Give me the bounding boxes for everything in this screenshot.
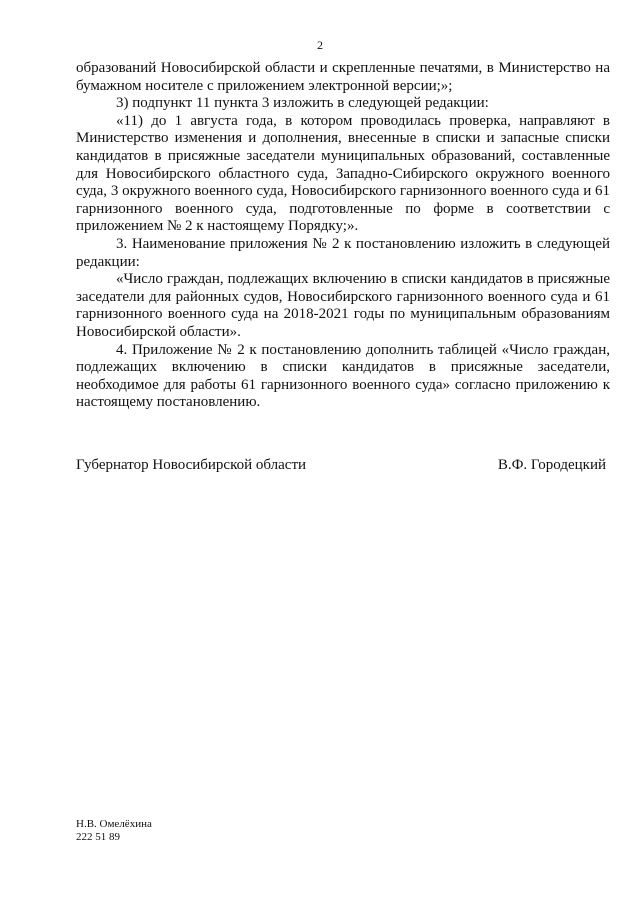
signatory-name: В.Ф. Городецкий xyxy=(497,457,606,473)
signature-block xyxy=(76,457,606,474)
executor-contact xyxy=(76,818,152,844)
page-number: 2 xyxy=(317,38,323,52)
document-body xyxy=(76,60,610,412)
executor-name: Н.В. Омелёхина xyxy=(76,818,152,830)
paragraph-continuation: образований Новосибирской области и скрепленные печатями, в Министерство на бумажном носителе с приложением электронной версии;»; xyxy=(76,60,610,94)
signatory-position: Губернатор Новосибирской области xyxy=(76,457,307,473)
paragraph-quoted-title: «Число граждан, подлежащих включению в списки кандидатов в присяжные заседатели для районных судов, Новосибирского гарнизонного военного суда и 61 гарнизонного военного суда на 2018-2021 годы по муниципальным образованиям Новосибирской области». xyxy=(76,271,610,340)
paragraph-item-3: 3. Наименование приложения № 2 к постановлению изложить в следующей редакции: xyxy=(76,235,610,270)
paragraph-item-4: 4. Приложение № 2 к постановлению дополнить таблицей «Число граждан, подлежащих включению в списки кандидатов в присяжные заседатели, необходимое для работы 61 гарнизонного военного суда» согласно приложению к настоящему постановлению. xyxy=(76,341,610,411)
paragraph-quoted-item-11: «11) до 1 августа года, в котором проводилась проверка, направляют в Министерство изменения и дополнения, внесенные в списки и запасные списки кандидатов в присяжные заседатели муниципальных образований, составленные для Новосибирского областного суда, Западно-Сибирского окружного военного суда, 3 окружного военного суда, Новосибирского гарнизонного военного суда и 61 гарнизонного военного суда, подготовленные по форме в соответствии с приложением № 2 к настоящему Порядку;». xyxy=(76,112,610,235)
paragraph-subitem-3: 3) подпункт 11 пункта 3 изложить в следующей редакции: xyxy=(116,95,489,112)
executor-phone: 222 51 89 xyxy=(76,831,120,843)
